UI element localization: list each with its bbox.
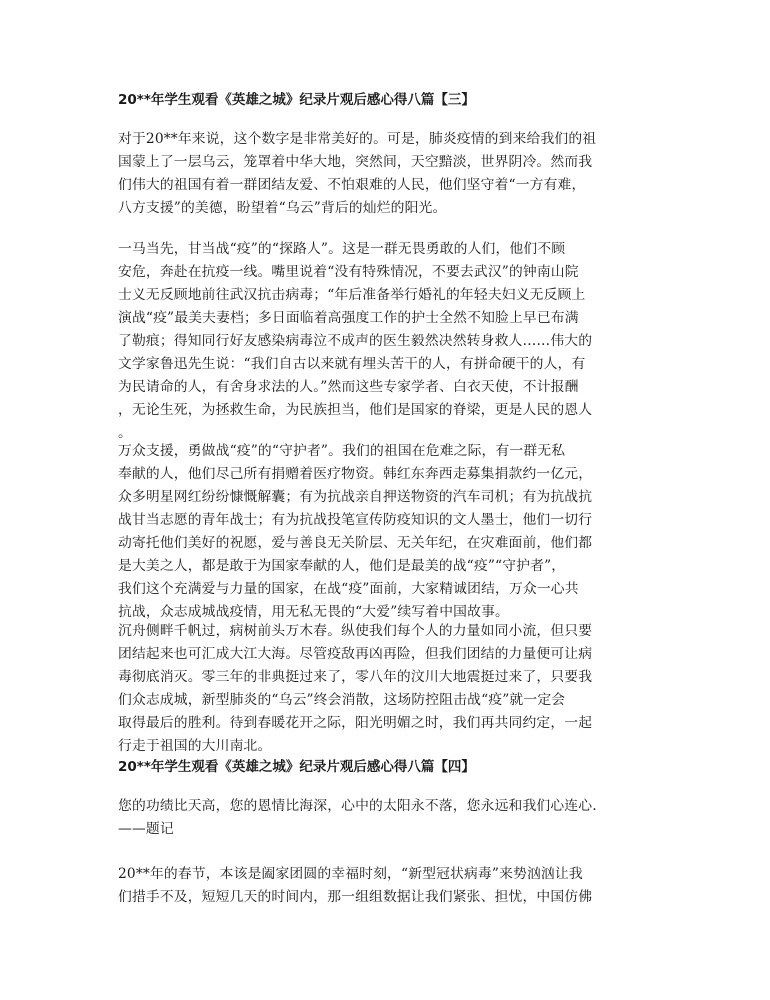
section-3-paragraph-4 [118,620,653,758]
paragraph-line: 士义无反顾地前往武汉抗击病毒；“年后准备举行婚礼的年轻夫妇义无反顾上 [118,287,586,303]
paragraph-line: 毒彻底消灭。零三年的非典挺过来了，零八年的汶川大地震挺过来了，只要我 [118,669,593,685]
paragraph-line: 了勒痕；得知同行好友感染病毒泣不成声的医生毅然决然转身救人……伟大的 [118,333,593,349]
paragraph-line: 一马当先，甘当战“疫”的“探路人”。这是一群无畏勇敢的人们，他们不顾 [118,241,566,257]
paragraph-line: 国蒙上了一层乌云，笼罩着中华大地，突然间，天空黯淡，世界阴冷。然而我 [118,154,593,170]
paragraph-line: 们伟大的祖国有着一群团结友爱、不怕艰难的人民，他们坚守着“一方有难， [118,177,586,193]
section-3-title: 20**年学生观看《英雄之城》纪录片观后感心得八篇【三】 [118,92,475,108]
section-4-title: 20**年学生观看《英雄之城》纪录片观后感心得八篇【四】 [118,759,475,775]
paragraph-line: 。 [118,425,132,441]
paragraph-line: 为民请命的人，有舍身求法的人。”然而这些专家学者、白衣天使，不计报酬 [118,379,579,395]
paragraph-line: ——题记 [118,821,174,837]
paragraph-line: 奉献的人，他们尽己所有捐赠着医疗物资。韩红东奔西走募集捐款约一亿元， [118,466,593,482]
paragraph-line: 安危，奔赴在抗疫一线。嘴里说着“没有特殊情况，不要去武汉”的钟南山院 [118,264,579,280]
paragraph-line: 文学家鲁迅先生说：“我们自古以来就有埋头苦干的人，有拼命硬干的人，有 [118,356,586,372]
paragraph-line: 们众志成城，新型肺炎的“乌云”终会消散，这场防控阻击战“疫”就一定会 [118,692,566,708]
section-3-paragraph-3 [118,440,653,624]
paragraph-line: 20**年的春节，本该是阖家团圆的幸福时刻，“新型冠状病毒”来势汹汹让我 [118,866,583,882]
paragraph-line: 对于20**年来说，这个数字是非常美好的。可是，肺炎疫情的到来给我们的祖 [118,131,597,147]
paragraph-line: 沉舟侧畔千帆过，病树前头万木春。纵使我们每个人的力量如同小流，但只要 [118,623,593,639]
paragraph-line: 战甘当志愿的青年战士；有为抗战投笔宣传防疫知识的文人墨士，他们一切行 [118,512,593,528]
paragraph-line: 动寄托他们美好的祝愿，爱与善良无关阶层、无关年纪，在灾难面前，他们都 [118,535,593,551]
paragraph-line: 我们这个充满爱与力量的国家，在战“疫”面前，大家精诚团结，万众一心共 [118,581,579,597]
section-3-paragraph-1 [118,128,653,220]
paragraph-line: 您的功绩比天高，您的恩情比海深，心中的太阳永不落，您永远和我们心连心. [118,798,597,814]
paragraph-line: 是大美之人，都是敢于为国家奉献的人，他们是最美的战“疫”“守护者”， [118,558,566,574]
paragraph-line: ，无论生死，为拯救生命，为民族担当，他们是国家的脊梁，更是人民的恩人 [118,402,593,418]
paragraph-line: 取得最后的胜利。待到春暖花开之际，阳光明媚之时，我们再共同约定，一起 [118,715,593,731]
paragraph-line: 八方支援”的美德，盼望着“乌云”背后的灿烂的阳光。 [118,200,447,216]
paragraph-line: 演战“疫”最美夫妻档；多日面临着高强度工作的护士全然不知脸上早已布满 [118,310,579,326]
section-4-paragraph-1 [118,795,653,841]
paragraph-line: 众多明星网红纷纷慷慨解囊；有为抗战亲自押送物资的汽车司机；有为抗战抗 [118,489,593,505]
section-4-paragraph-2 [118,863,653,909]
paragraph-line: 们措手不及，短短几天的时间内，那一组组数据让我们紧张、担忧，中国仿佛 [118,889,593,905]
section-3-paragraph-2 [118,238,653,445]
paragraph-line: 行走于祖国的大川南北。 [118,738,272,754]
paragraph-line: 抗战，众志成城战疫情，用无私无畏的“大爱”续写着中国故事。 [118,604,509,620]
paragraph-line: 团结起来也可汇成大江大海。尽管疫敌再凶再险，但我们团结的力量便可让病 [118,646,593,662]
paragraph-line: 万众支援，勇做战“疫”的“守护者”。我们的祖国在危难之际，有一群无私 [118,443,566,459]
